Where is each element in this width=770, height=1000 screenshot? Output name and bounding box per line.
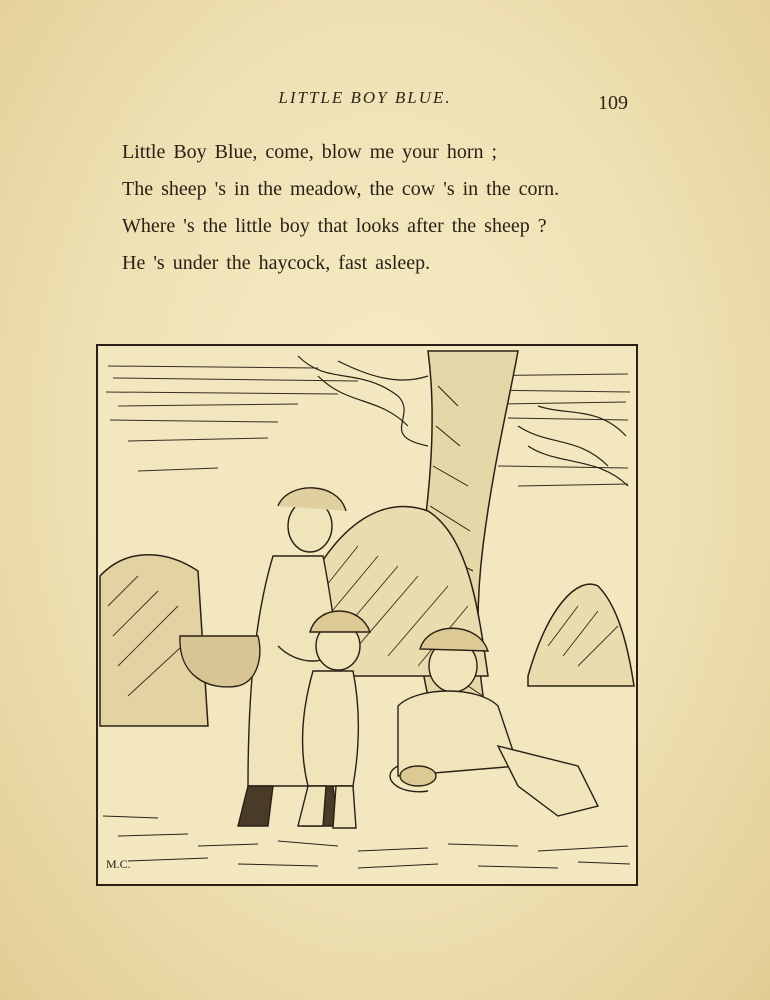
verse-line-1: Little Boy Blue, come, blow me your horn ;: [122, 141, 498, 163]
engraving-illustration: [96, 344, 638, 886]
verse-line-4: He 's under the haycock, fast asleep.: [122, 252, 431, 274]
nursery-rhyme-verse: [122, 134, 682, 282]
page-number: 109: [598, 92, 628, 114]
haycock-right: [528, 584, 634, 686]
hat-on-ground: [400, 766, 436, 786]
ground-hatching: [103, 816, 630, 868]
artist-signature: M.C.: [106, 857, 131, 871]
sky-hatching: [106, 366, 630, 486]
verse-line-3: Where 's the little boy that looks after the sheep ?: [122, 215, 547, 237]
verse-line-2: The sheep 's in the meadow, the cow 's in the corn.: [122, 178, 560, 200]
running-title: LITTLE BOY BLUE.: [278, 88, 452, 107]
engraving-drawing: [98, 346, 636, 884]
